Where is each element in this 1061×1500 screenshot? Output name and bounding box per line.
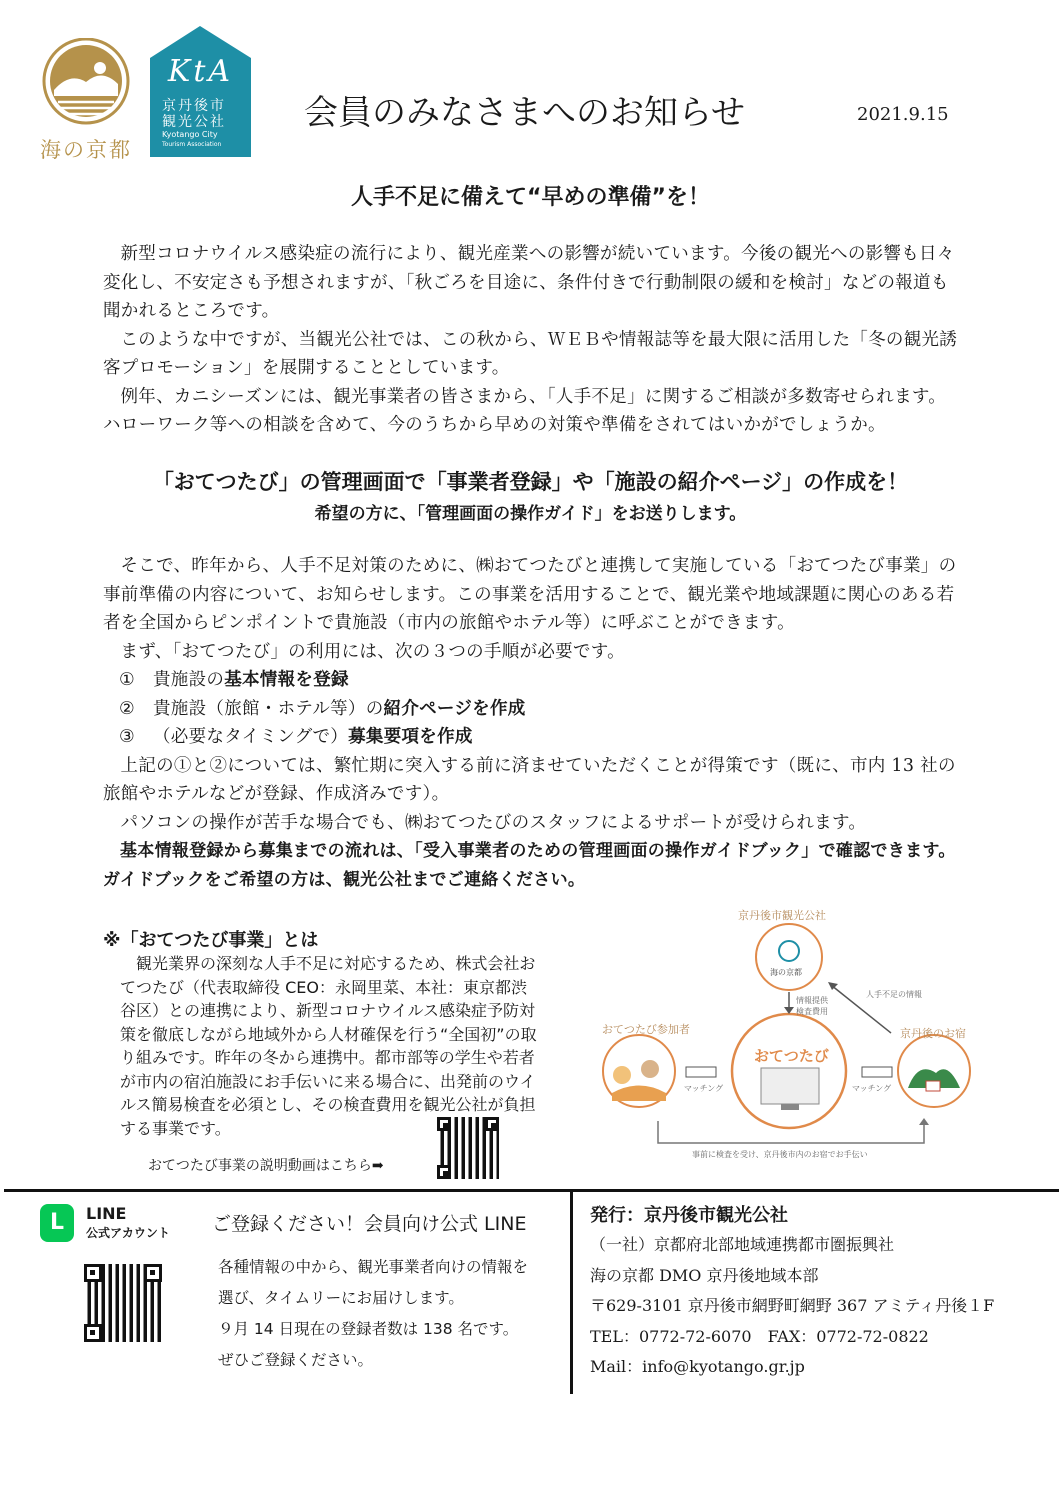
publisher-email[interactable]: Mail：info@kyotango.gr.jp [590,1357,805,1376]
umi-logo-emblem-icon [36,38,136,128]
section2-paragraph: そこで、昨年から、人手不足対策のために、㈱おてつたびと連携して実施している「おてつたび事業」の事前準備の内容について、お知らせします。この事業を活用することで、観光業や地域課題に関心のある若者を全国からピンポイントで貴施設（市内の旅館やホテル等）に呼ぶことができます。 [103,556,957,633]
line-heading: ご登録ください！会員向け公式 LINE [212,1213,527,1235]
video-caption: おてつたび事業の説明動画はこちら➡ [148,1158,384,1174]
diagram-cost-label: 検査費用 [796,1007,828,1016]
footer-divider [570,1189,573,1394]
footer-top-rule [4,1189,1059,1192]
page-title: 会員のみなさまへのお知らせ [304,93,745,133]
kta-en-line1: Kyotango City [162,130,218,139]
section1-body [103,240,963,440]
diagram-shortage-label: 人手不足の情報 [866,990,922,999]
kta-jp-line1: 京丹後市 [162,98,226,114]
diagram-matching-left: マッチング [684,1084,724,1093]
kta-en-line2: Tourism Association [162,141,222,148]
section2-guidebook-paragraph: 基本情報登録から募集までの流れは、「受入事業者のための管理画面の操作ガイドブック」で確認できます。ガイドブックをご希望の方は、観光公社までご連絡ください。 [103,841,956,890]
line-body [218,1252,528,1376]
note-heading: ※「おてつたび事業」とは [103,930,319,951]
section1-paragraph: 新型コロナウイルス感染症の流行により、観光産業への影響が続いています。今後の観光への影響も日々変化し、不安定さも予想されますが、「秋ごろを目途に、条件付きで行動制限の緩和を検討」などの報道も聞かれるところです。 [103,244,955,321]
diagram-info-label: 情報提供 [796,996,828,1005]
step-list [103,666,963,752]
line-body-line: 選び、タイムリーにお届けします。 [218,1289,464,1307]
note-body: 観光業界の深刻な人手不足に対応するため、株式会社おてつたび（代表取締役 CEO：永岡里菜、本社：東京都渋谷区）との連携により、新型コロナウイルス感染症予防対策を徹底しながら地域外から人材確保を行う“全国初”の取り組みです。昨年の冬から連携中。都市部等の学生や若者が市内の宿泊施設にお手伝いに来る場合に、出発前のウイルス簡易検査を必須とし、その検査費用を観光公社が負担する事業です。 [120,954,537,1138]
line-body-line: ９月 14 日現在の登録者数は 138 名です。 [218,1320,519,1338]
section1-paragraph: 例年、カニシーズンには、観光事業者の皆さまから、「人手不足」に関するご相談が多数寄せられます。ハローワーク等への相談を含めて、今のうちから早めの対策や準備をされてはいかがでしょうか。 [103,386,947,435]
section1-heading: 人手不足に備えて“早めの準備”を！ [351,185,710,210]
line-body-line: 各種情報の中から、観光事業者向けの情報を [218,1258,529,1276]
video-qr-code[interactable] [437,1117,499,1179]
umi-no-kyoto-logo [36,38,136,162]
otetsutabi-diagram [596,903,976,1163]
kta-mark: KtA [167,54,234,89]
publisher-details [590,1230,994,1383]
publisher-dmo: 海の京都 DMO 京丹後地域本部 [590,1265,819,1285]
list-item: ① 貴施設の基本情報を登録 [119,670,349,690]
line-official-logo [40,1204,190,1248]
issue-date: 2021.9.15 [857,104,949,125]
line-body-line: ぜひご登録ください。 [218,1351,374,1369]
line-logo-title: LINE [86,1204,127,1223]
publisher-heading: 発行：京丹後市観光公社 [590,1205,788,1226]
section2-body [103,552,963,894]
diagram-matching-right: マッチング [852,1084,892,1093]
section2-paragraph: 上記の①と②については、繁忙期に突入する前に済ませていただくことが得策です（既に、市内 13 社の旅館やホテルなどが登録、作成済みです）。 [103,755,956,804]
kta-logo [150,26,251,157]
publisher-org: （一社）京都府北部地域連携都市圏振興社 [590,1235,895,1254]
diagram-top-label: 京丹後市観光公社 [738,909,826,922]
line-qr-code[interactable] [84,1264,162,1342]
diagram-center-label: おてつたび [754,1047,829,1065]
diagram-left-label: おてつたび参加者 [602,1023,690,1036]
kta-jp-line2: 観光公社 [162,114,226,130]
section2-subheading: 希望の方に、「管理画面の操作ガイド」をお送りします。 [314,504,747,524]
section2-paragraph: パソコンの操作が苦手な場合でも、㈱おてつたびのスタッフによるサポートが受けられます。 [120,812,867,833]
list-item: ③ （必要なタイミングで）募集要項を作成 [119,727,473,747]
diagram-top-logo-text: 海の京都 [770,968,802,977]
line-logo-subtitle: 公式アカウント [86,1226,170,1240]
diagram-right-label: 京丹後のお宿 [900,1027,966,1040]
section1-paragraph: このような中ですが、当観光公社では、この秋から、ＷＥＢや情報誌等を最大限に活用した「冬の観光誘客プロモーション」を展開することとしています。 [103,329,958,378]
list-item: ② 貴施設（旅館・ホテル等）の紹介ページを作成 [119,698,526,719]
umi-logo-text: 海の京都 [40,138,132,162]
publisher-phone-fax: TEL：0772-72-6070 FAX：0772-72-0822 [590,1326,929,1346]
publisher-address: 〒629-3101 京丹後市網野町網野 367 アミティ丹後１F [590,1296,995,1315]
line-logo-icon: L [40,1204,74,1242]
section2-heading: 「おてつたび」の管理画面で「事業者登録」や「施設の紹介ページ」の作成を！ [152,470,909,494]
section2-paragraph: まず、「おてつたび」の利用には、次の３つの手順が必要です。 [120,641,625,662]
diagram-bottom-label: 事前に検査を受け、京丹後市内のお宿でお手伝い [692,1150,868,1159]
